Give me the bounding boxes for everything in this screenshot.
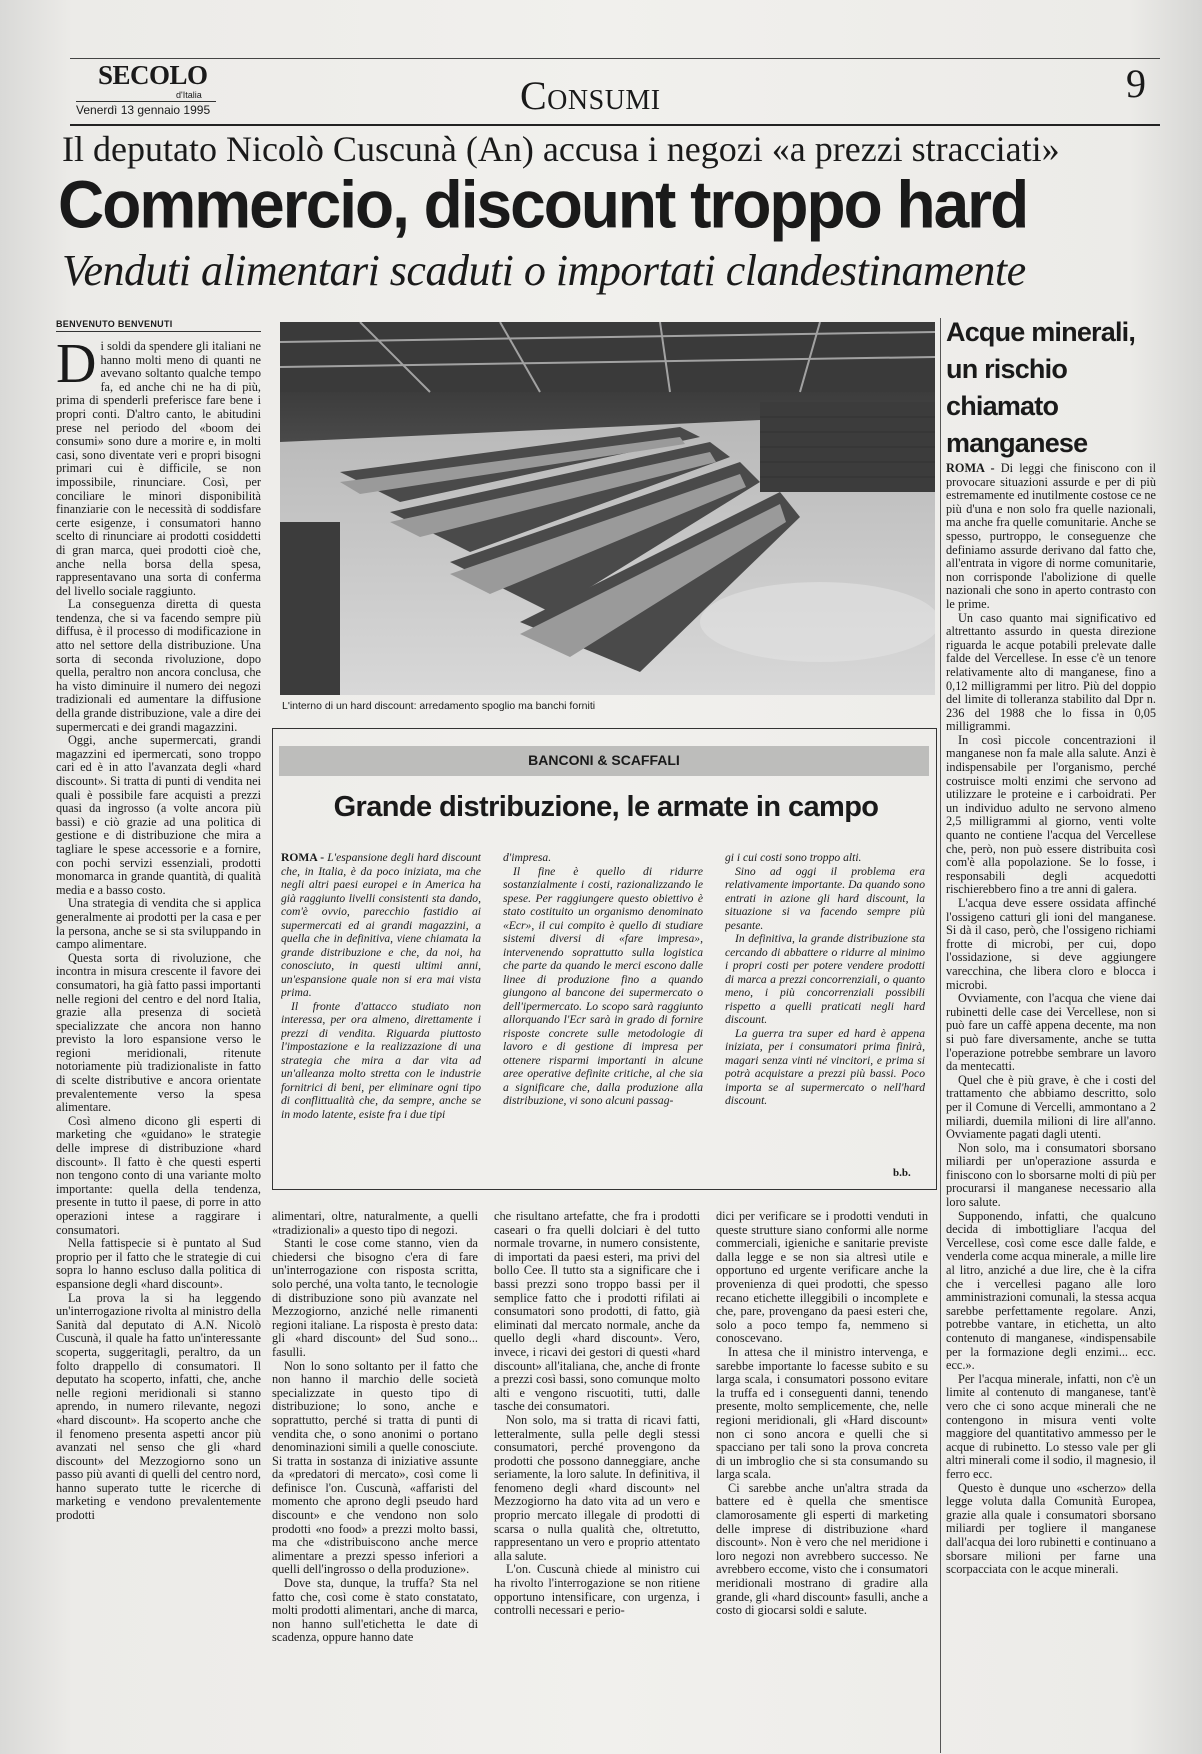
sidebar-paragraph: Questo è dunque uno «scherzo» della legge voluta dalla Comunità Europea, grazie alla quale i consumatori sborsano miliardi per togliere il manganese dall'acqua dei loro rubinetti e continuano a sborsare milioni per farne una scorpacciata con le acque minerali. — [946, 1480, 1156, 1577]
sidebar-paragraph: Quel che è più grave, è che i costi del trattamento che abbiamo descritto, solo per il Comune di Vercelli, ammontano a 2 miliardi, duemila milioni di lire all'anno. Ovviamente pagati dagli utenti. — [946, 1072, 1156, 1142]
supermarket-aisles-image — [280, 322, 935, 695]
sidebar-paragraph: L'acqua deve essere ossidata affinché l'ossigeno catturi gli ioni del manganese. Si dà il caso, però, che l'ossigeno richiami frotte di microbi, per cui, dopo l'ossidazione, si deve aggiungere varecchina, che libera cloro e blocca i microbi. — [946, 896, 1156, 992]
article-paragraph: Una strategia di vendita che si applica generalmente ai prodotti per la casa e per la persona, anche se si sta sviluppando in campo alimentare. — [56, 896, 261, 952]
article-paragraph: Non solo, ma si tratta di ricavi fatti, letteralmente, sulla pelle degli stessi consumatori, perché provengono da prodotti che possono danneggiare, anche seriamente, la loro salute. In definitiva, il fenomeno degli «hard discount» nel Mezzogiorno ha dato vita ad un vero e proprio mercato illegale di prodotti di scarsa o nulla qualità che, oltretutto, rappresentano un vero e proprio attentato alla salute. — [494, 1412, 700, 1563]
box-signature: b.b. — [893, 1167, 911, 1179]
box-paragraph: La guerra tra super ed hard è appena iniziata, per i consumatori prima finirà, magari senza vinti né vincitori, e prima si potrà acquistare a prezzi più bassi. Poco importa se al supermercato o nell'hard discount. — [725, 1026, 925, 1107]
article-paragraph: Ci sarebbe anche un'altra strada da battere ed è quella che smentisce clamorosamente gli esperti di marketing delle imprese di distribuzione «hard discount». Non è vero che nel meridione i loro negozi non avrebbero successo. Ne avrebbero eccome, visto che i consumatori meridionali mostrano di gradire alla grande, gli «hard discount» fasulli, anche a costo di giocarsi soldi e salute. — [716, 1480, 928, 1618]
box-paragraph: L'espansione degli hard discount che, in Italia, è da poco iniziata, ma che negli altri paesi europei e in America ha già raggiunto livelli consistenti sta dando, com'è ovvio, parecchio fastidio ai supermercati ed ai grandi magazzini, a quella che in definitiva, viene chiamata la grande distribuzione e che, da noi, ha conosciuto, in questi ultimi anni, un'espansione quale non si era mai vista prima. — [281, 851, 481, 999]
sidebar-title: Acque minerali, un rischio chiamato manganese — [946, 317, 1136, 458]
article-paragraph: dici per verificare se i prodotti venduti in queste strutture siano conformi alle norme commerciali, igieniche e sanitarie previste dalla legge e se non sia altresì utile e opportuno ed urgente verificare anche la provenienza di quei prodotti, che spesso recano etichette illeggibili o incomplete e che, pare, provengano da paesi esteri che, solo a poco tempo fa, nemmeno si conoscevano. — [716, 1210, 928, 1346]
sidebar-paragraph: Non solo, ma i consumatori sborsano miliardi per un'operazione assurda e finiscono con lo sborsarne molti di più per procurarsi il manganese necessario alla loro salute. — [946, 1140, 1156, 1210]
article-paragraph: Questa sorta di rivoluzione, che incontra in misura crescente il favore dei consumatori, ha già fatto passi importanti nelle regioni del centro e del nord Italia, grazie alla presenza di società specializzate che ancora non hanno previsto la loro espansione verso le regioni meridionali, ritenute notoriamente più tradizionaliste in fatto di scelte distributive e ancora orientate prevalentemente verso la spesa alimentare. — [56, 950, 261, 1115]
box-paragraph: Il fine è quello di ridurre sostanzialmente i costi, razionalizzando le spese. Per raggiungere questo obiettivo è stato costituito un organismo denominato «Ecr», il cui compito è quello di studiare sistemi diversi di «fare impresa», intervenendo soprattutto sulla logistica che parte da quando le merci escono dalle linee di produzione fino a quando giungono al bancone dei supermercato o dell'ipermercato. Lo scopo sarà raggiunto allorquando l'Ecr sarà in grado di fornire risposte concrete sulle metodologie di lavoro e di gestione di impresa per ottenere risparmi importanti in alcune aree operative definite critiche, al che sia a significare che, dalla produzione alla distribuzione, vi sono alcuni passag- — [503, 864, 703, 1107]
box-column-2 — [503, 851, 703, 1179]
issue-date: Venerdì 13 gennaio 1995 — [76, 101, 216, 117]
photo-caption: L'interno di un hard discount: arredamento spoglio ma banchi forniti — [282, 700, 596, 712]
box-column-3 — [725, 851, 925, 1179]
page-number: 9 — [1126, 61, 1146, 106]
article-column-3 — [494, 1210, 700, 1753]
sidebar-paragraph: Di leggi che finiscono con il provocare situazioni assurde e per di più estremamente ed inutilmente costose ce ne più d'una e non solo fra quelle nazionali, ma anche fra quelle comunitarie. Anche se spesso, purtroppo, le conseguenze che definiamo assurde derivano dal fatto che, all'entrata in vigore di norme comunitarie, non corrisponde l'abolizione di quelle nazionali che sono in aperto contrasto con le prime. — [946, 462, 1156, 611]
boxed-article — [272, 728, 937, 1190]
article-paragraph: Così almeno dicono gli esperti di marketing che «guidano» le strategie delle imprese di distribuzione «hard discount». Il fatto è che questi esperti non tengono conto di una variante molto importante: quella della tendenza, presente in tutto il paese, di porre in atto operazioni intese a raggirare i consumatori. — [56, 1113, 261, 1237]
article-paragraph: Stanti le cose come stanno, vien da chiedersi che bisogno c'era di fare un'interrogazione con risposta scritta, solo perché, una volta tanto, le tecnologie di distribuzione sono più avanzate nel Mezzogiorno, anziché nelle rimanenti regioni italiane. La risposta è presto data: gli «hard discount» del Sud sono... fasulli. — [272, 1236, 478, 1359]
article-paragraph: Nella fattispecie si è puntato al Sud proprio per il fatto che le strategie di cui sopra lo hanno escluso dalla politica di espansione degli «hard discount». — [56, 1236, 261, 1291]
supermarket-photo — [280, 322, 935, 695]
box-paragraph: Il fronte d'attacco studiato non interessa, per ora almeno, direttamente i prezzi di vendita. Riguarda piuttosto l'impostazione e la realizzazione di una strategia che mira a dar vita ad un'alleanza molto stretta con le industrie fornitrici di beni, per eliminare ogni tipo di conflittualità che, da sempre, anche se in modo latente, esiste fra i due tipi — [281, 999, 481, 1121]
article-paragraph: Non lo sono soltanto per il fatto che non hanno il marchio delle società specializzate in questo tipo di distribuzione; lo sono, anche e soprattutto, perché si tratta di punti di vendita che, o sono anonimi o portano denominazioni simili a quelle conosciute. Si tratta in sostanza di iniziative assunte da «predatori di mercato», così come li definisce l'on. Cuscunà, «affaristi del momento che aprono degli pseudo hard discount» e che vendono non solo prodotti «no food» a prezzi molto bassi, ma che «distribuiscono anche merce alimentare a prezzi spesso inferiori a quelli dell'ingrosso o della produzione». — [272, 1358, 478, 1577]
box-title: Grande distribuzione, le armate in campo — [333, 791, 879, 823]
article-paragraph: L'on. Cuscunà chiede al ministro cui ha rivolto l'interrogazione se non ritiene opportuno intensificare, con urgenza, i controlli necessari e perio- — [494, 1562, 700, 1618]
article-paragraph: i soldi da spendere gli italiani ne hanno molti meno di quanti ne avevano soltanto qualche tempo fa, ed anche chi ne ha di più, prima di spenderli preferisce fare bene i propri conti. D'altro canto, le abitudini prese nel periodo del «boom dei consumi» sono dure a morire e, in molti casi, sono diventate veri e propri bisogni primari cui è difficile, se non impossibile, rinunciare. Così, per conciliare le minori disponibilità finanziarie con le necessità di soddisfare certe esigenze, i consumatori hanno scelto di rinunciare ai prodotti cosiddetti di gran marca, quei prodotti cioè che, anche nella borsa della spesa, rappresentavano una sorta di conferma del livello sociale raggiunto. — [56, 340, 261, 598]
box-paragraph: gi i cui costi sono troppo alti. — [725, 851, 862, 864]
article-column-2 — [272, 1210, 478, 1753]
masthead-rule-top — [70, 58, 1160, 59]
article-paragraph: La conseguenza diretta di questa tendenza, che si va facendo sempre più diffusa, è il processo di modificazione in atto nel settore della distribuzione. Una sorta di seconda rivoluzione, dopo quella, peraltro non ancora conclusa, che ha visto diminuire il numero dei negozi tradizionali ed aumentare la diffusione della grande distribuzione, vale a dire dei supermercati e dei grandi magazzini. — [56, 597, 261, 734]
box-column-1 — [281, 851, 481, 1179]
article-paragraph: Oggi, anche supermercati, grandi magazzini ed ipermercati, sono troppo cari ed è in atto l'avanzata degli «hard discount». Si tratta di punti di vendita nei quali è possibile fare acquisti a prezzi quasi da ingrosso (a volte ancora più bassi) e ciò grazie ad una politica di gestione e di distribuzione che mira a tagliare le spese accessorie e a fornire, con pochi servizi essenziali, prodotti monomarca in grande quantità, di qualità media e a basso costo. — [56, 733, 261, 897]
dropcap: D — [56, 340, 97, 395]
newspaper-logo: SECOLO — [98, 60, 208, 90]
newspaper-logo-subtitle: d'Italia — [176, 90, 202, 100]
article-byline: BENVENUTO BENVENUTI — [56, 319, 261, 332]
sidebar-paragraph: Ovviamente, con l'acqua che viene dai rubinetti delle case dei Vercellese, non si può fare un caffè appena decente, ma non si può fare diversamente, anche se tutta l'operazione potrebbe sembrare un lavoro da mentecatti. — [946, 991, 1156, 1074]
sidebar-column — [946, 462, 1156, 1753]
article-kicker: Il deputato Nicolò Cuscunà (An) accusa i negozi «a prezzi stracciati» — [62, 129, 1060, 169]
box-label-bar — [279, 746, 929, 776]
article-paragraph: In attesa che il ministro intervenga, e sarebbe importante lo facesse subito e su larga scala, i consumatori possono evitare la truffa ed i conseguenti danni, tenendo presente, molto semplicemente, che, nelle regioni meridionali, gli «Hard discount» non ci sono ancora e quelli che si spacciano per tali sono la prova concreta di un imbroglio che si sta consumando su larga scala. — [716, 1344, 928, 1482]
box-paragraph: Sino ad oggi il problema era relativamente importante. Da quando sono entrati in azione gli hard discount, la situazione si va facendo sempre più pesante. — [725, 864, 925, 932]
article-column-1 — [56, 340, 261, 1753]
article-paragraph: alimentari, oltre, naturalmente, a quelli «tradizionali» a questo tipo di negozi. — [272, 1210, 478, 1237]
article-headline: Commercio, discount troppo hard — [58, 166, 1028, 243]
sidebar-paragraph: In così piccole concentrazioni il manganese non fa male alla salute. Anzi è indispensabile per l'organismo, perché costruisce molti enzimi che servono ad utilizzare le proteine e i carboidrati. Per un individuo adulto ne servono almeno 2,5 milligrammi al giorno, venti volte quanto ne contiene l'acqua del Vercellese che, però, non può essere distribuita così com'è alla popolazione. Se lo fosse, i responsabili degli acquedotti rischierebbero fino a tre anni di galera. — [946, 732, 1156, 897]
box-lead: ROMA - — [281, 851, 325, 864]
sidebar-paragraph: Per l'acqua minerale, infatti, non c'è un limite al contenuto di manganese, tant'è vero che ci sono acque minerali che ne contengono in misura venti volte maggiore del quantitativo ammesso per le acque di rubinetto. Lo stesso vale per gli altri minerali come il sodio, il magnesio, il ferro ecc. — [946, 1371, 1156, 1481]
box-paragraph: d'impresa. — [503, 851, 552, 864]
section-title: Consumi — [520, 73, 661, 118]
box-label: BANCONI & SCAFFALI — [528, 752, 680, 768]
article-paragraph: che risultano artefatte, che fra i prodotti caseari o fra quelli dolciari è del tutto normale trovarne, in numero consistente, di importati da paesi esteri, ma privi del bollo Cee. Il tutto sta a significare che i bassi prezzi sono troppo bassi per il semplice fatto che i prodotti rifilati ai consumatori sono prodotti, di fatto, già eliminati dal mercato normale, anche da quello degli «hard discount». Vero, invece, i ricavi dei gestori di questi «hard discount» all'italiana, che, anche di fronte a prezzi così bassi, sono comunque molto alti e vengono riscuotiti, tutti, dalle tasche dei consumatori. — [494, 1210, 700, 1414]
box-paragraph: In definitiva, la grande distribuzione sta cercando di abbattere o ridurre al minimo i propri costi per potere vendere prodotti di marca a prezzi concorrenziali, o quanto meno, i più concorrenziali possibili rispetto a quelli praticati negli hard discount. — [725, 932, 925, 1026]
sidebar-paragraph: Un caso quanto mai significativo ed altrettanto assurdo in questa direzione riguarda le acque potabili prelevate dalle falde del Vercellese. In esse c'è un tenore relativamente alto di manganese, fino a 0,12 milligrammi per litro. Più del doppio del limite di tolleranza stabilito dal Dpr n. 236 del 1988 che lo fissa in 0,05 milligrammi. — [946, 610, 1156, 734]
article-column-4 — [716, 1210, 928, 1753]
sidebar-paragraph: Supponendo, infatti, che qualcuno decida di imbottigliare l'acqua del Vercellese, così come esce dalle falde, e venderla come acqua minerale, a mille lire al litro, anziché a due lire, che è la cifra che i vercellesi pagano alle loro amministrazioni comunali, la stessa acqua sarebbe perfettamente regolare. Anzi, potrebbe vantare, in etichetta, un alto contenuto di manganese, «indispensabile per la formazione degli enzimi... ecc. ecc.». — [946, 1208, 1156, 1373]
article-paragraph: Dove sta, dunque, la truffa? Sta nel fatto che, così come è stato constatato, molti prodotti alimentari, anche di marca, non hanno sull'etichetta le date di scadenza, oppure hanno date — [272, 1576, 478, 1645]
article-subheadline: Venduti alimentari scaduti o importati clandestinamente — [62, 246, 1026, 295]
sidebar-lead: ROMA - — [946, 462, 995, 475]
article-paragraph: La prova la si ha leggendo un'interrogazione rivolta al ministro della Sanità dal deputato di A.N. Nicolò Cuscunà, il quale ha fatto un'interessante scoperta, suggeritagli, peraltro, da un folto drappello di consumatori. Il deputato ha scoperto, infatti, che, anche nelle regioni meridionali si stanno aprendo, in numero rilevante, negozi «hard discount». Ha scoperto anche che il fenomeno presenta aspetti ancor più avanzati nel senso che gli «hard discount» del Mezzogiorno sono un passo più avanti di quelli del centro nord, hanno superato tutte le ricerche di marketing e vendono prevalentemente prodotti — [56, 1290, 261, 1523]
masthead-rule-bottom — [70, 124, 1160, 126]
sidebar-divider — [940, 318, 941, 1753]
